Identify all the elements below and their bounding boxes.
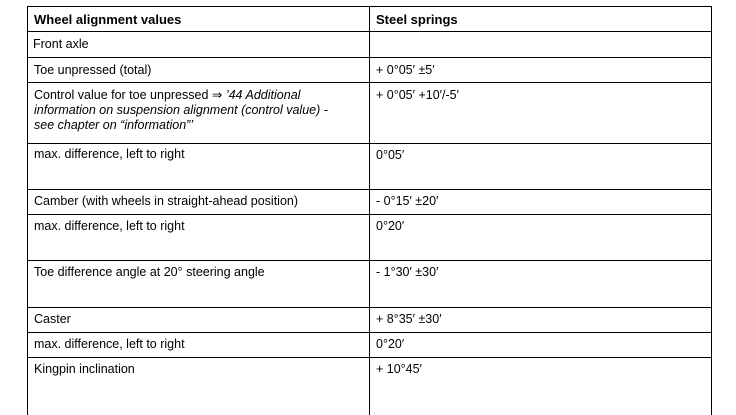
header-divider xyxy=(28,31,711,32)
row-value-kingpin-inclination: + 10°45′ xyxy=(376,362,422,376)
row-value-max-diff-camber: 0°20′ xyxy=(376,219,405,233)
info-link-line-2[interactable]: information on suspension alignment (control value) - xyxy=(34,103,328,117)
row-value-caster: + 8°35′ ±30′ xyxy=(376,312,442,326)
row-label-kingpin-inclination: Kingpin inclination xyxy=(34,362,135,376)
row-label-caster: Caster xyxy=(34,312,71,326)
row-divider xyxy=(28,260,711,261)
row-divider xyxy=(28,357,711,358)
info-link-line-1[interactable]: ’44 Additional xyxy=(225,88,301,102)
row-divider xyxy=(28,214,711,215)
row-divider xyxy=(28,332,711,333)
row-label-camber: Camber (with wheels in straight-ahead position) xyxy=(34,194,299,208)
row-label-max-diff-camber: max. difference, left to right xyxy=(34,219,185,233)
row-value-toe-difference-angle: - 1°30′ ±30′ xyxy=(376,265,439,279)
alignment-table xyxy=(27,6,712,415)
column-divider xyxy=(369,7,370,415)
row-divider xyxy=(28,82,711,83)
row-label-max-diff-caster: max. difference, left to right xyxy=(34,337,185,351)
row-value-max-diff-toe: 0°05′ xyxy=(376,148,405,162)
row-value-control-value: + 0°05′ +10′/-5′ xyxy=(376,88,459,102)
row-divider xyxy=(28,307,711,308)
section-divider xyxy=(28,57,711,58)
row-value-toe-unpressed: + 0°05′ ±5′ xyxy=(376,63,435,77)
header-steel-springs: Steel springs xyxy=(376,12,458,27)
row-value-camber: - 0°15′ ±20′ xyxy=(376,194,439,208)
header-wheel-alignment-values: Wheel alignment values xyxy=(34,12,182,27)
control-value-text: Control value for toe unpressed ⇒ xyxy=(34,88,226,102)
row-value-max-diff-caster: 0°20′ xyxy=(376,337,405,351)
row-label-control-value xyxy=(34,88,300,103)
row-divider xyxy=(28,189,711,190)
info-link-line-3[interactable]: see chapter on “information”’ xyxy=(34,118,194,132)
row-divider xyxy=(28,143,711,144)
row-label-max-diff-toe: max. difference, left to right xyxy=(34,147,185,161)
row-label-toe-unpressed: Toe unpressed (total) xyxy=(34,63,152,77)
row-label-toe-difference-angle: Toe difference angle at 20° steering angle xyxy=(34,265,265,279)
section-front-axle: Front axle xyxy=(33,37,89,51)
